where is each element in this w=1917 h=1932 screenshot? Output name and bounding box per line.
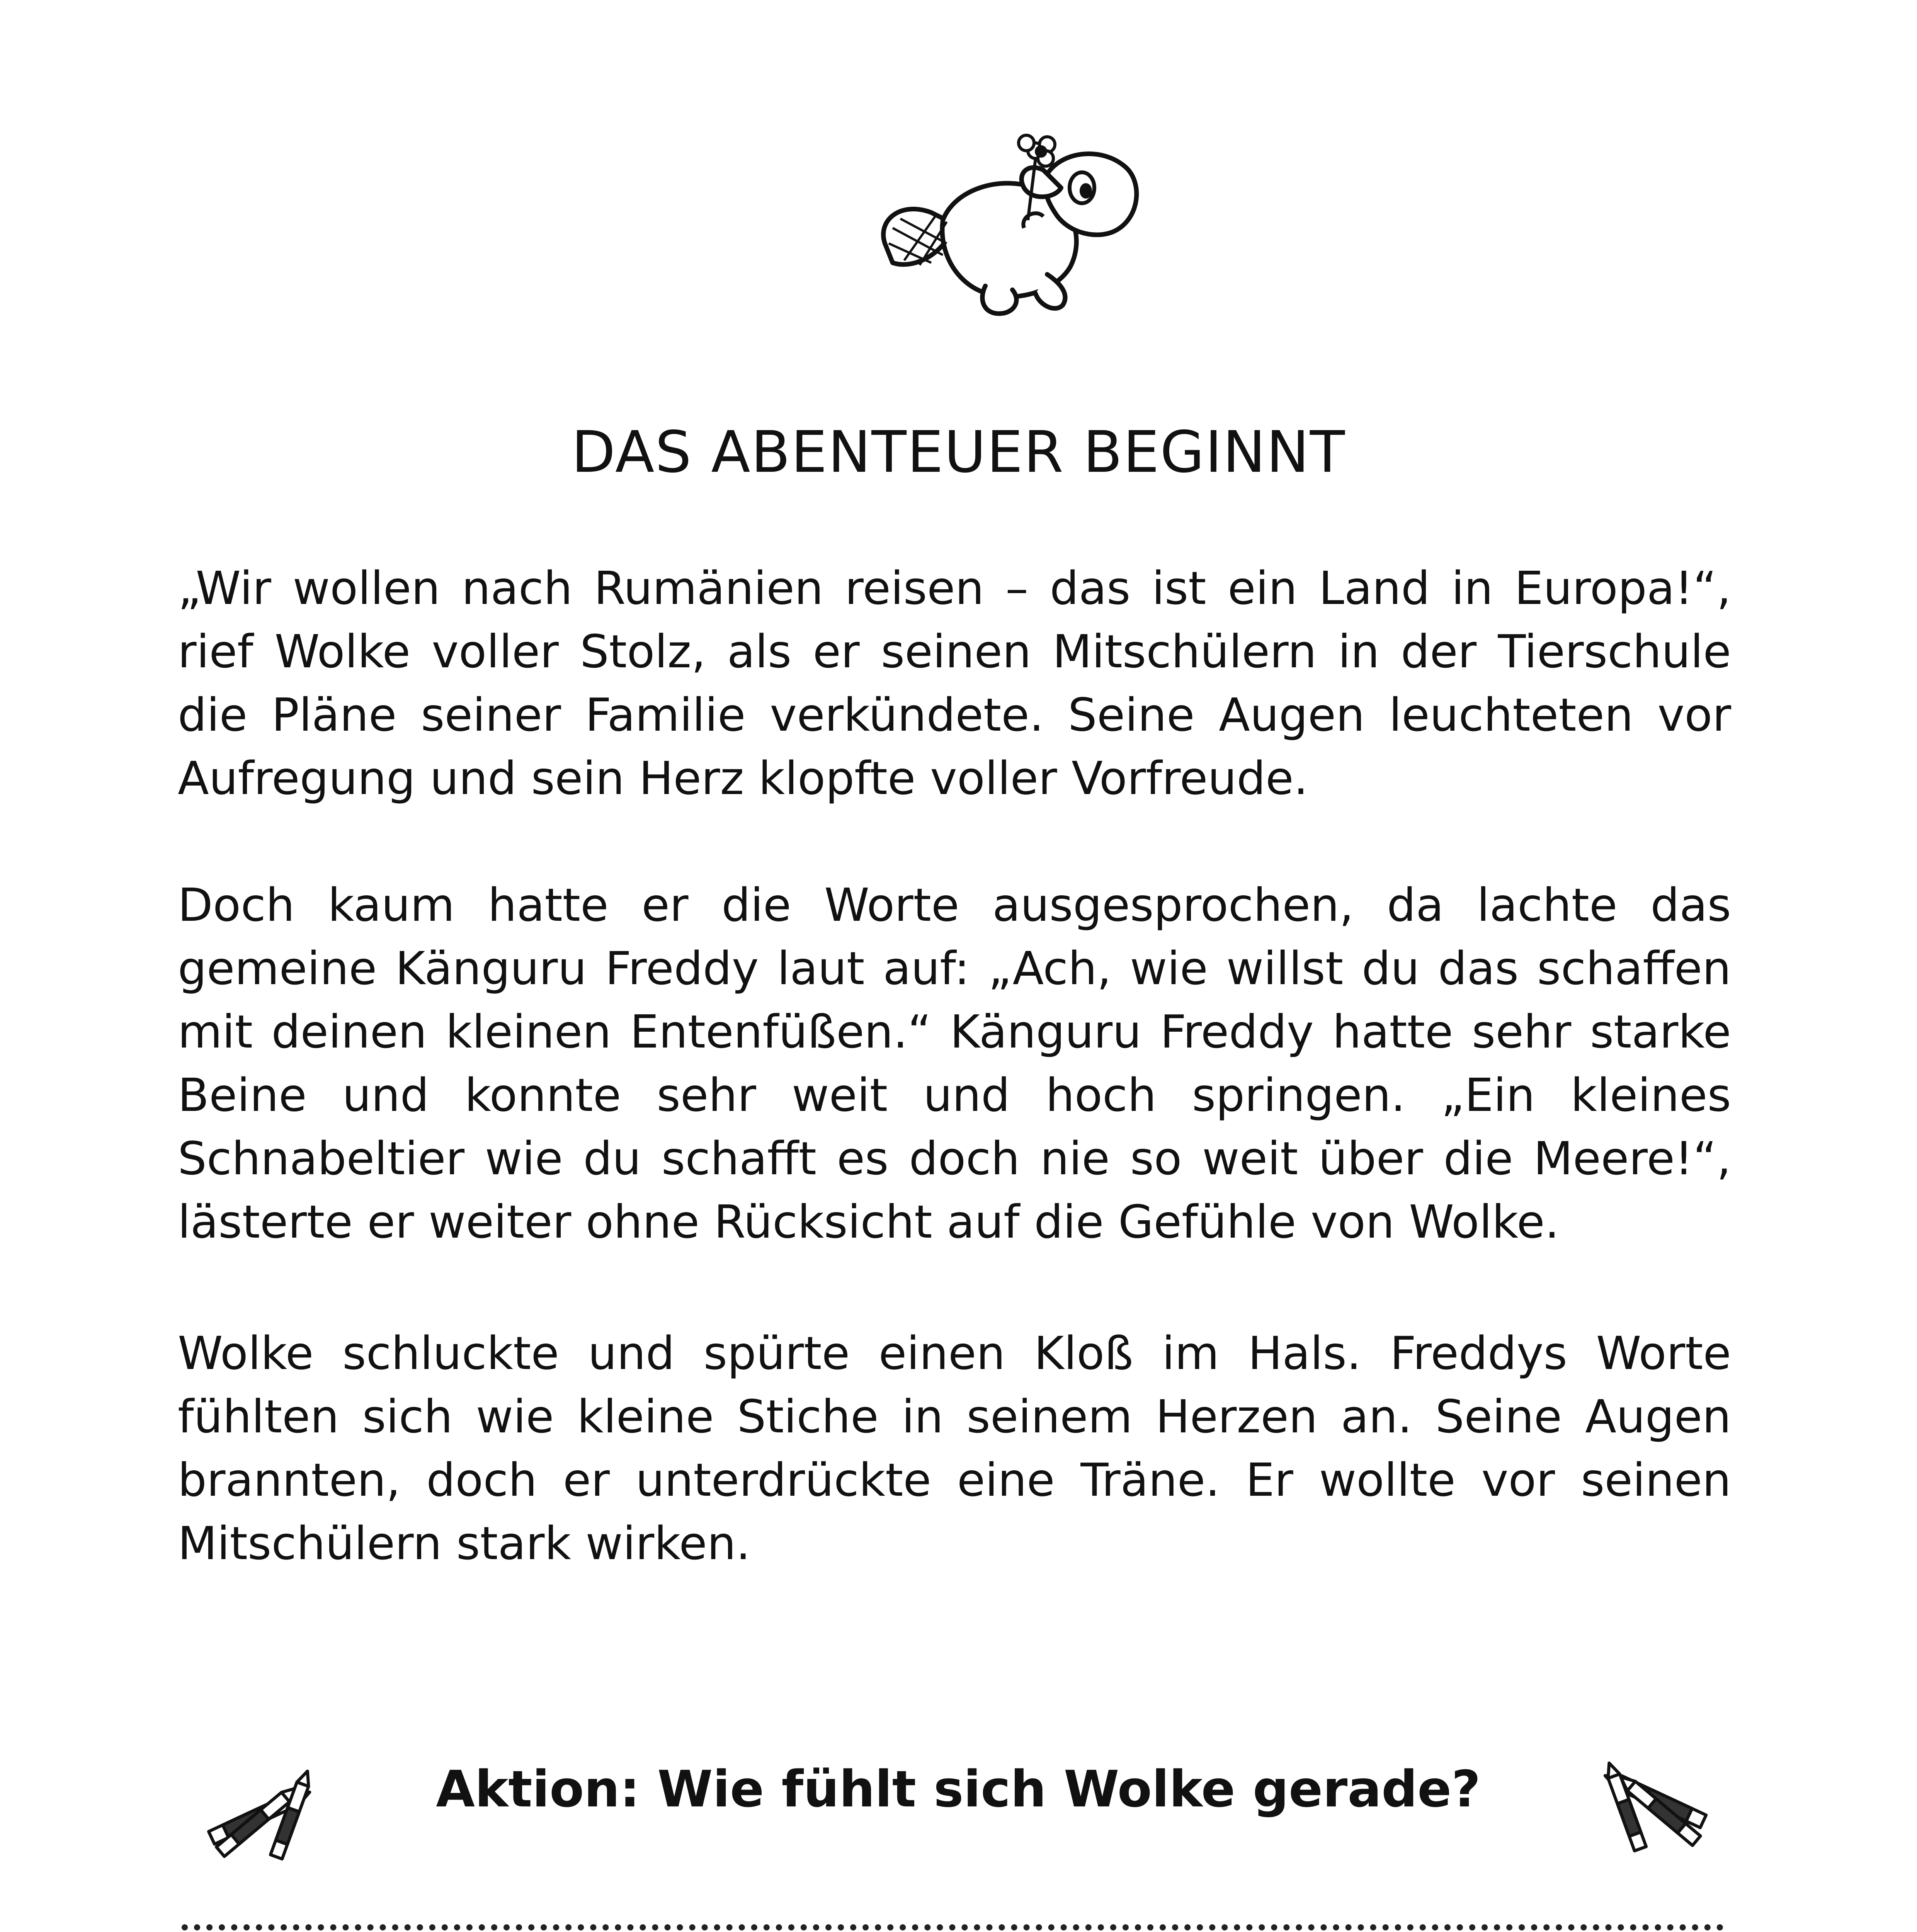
page-title: DAS ABENTEUER BEGINNT	[571, 419, 1346, 485]
story-paragraph: Wolke schluckte und spürte einen Kloß im Hals. Freddys Worte fühlten sich wie kleine Stiche in seinem Herzen an. Seine Augen brannten, doch er unterdrückte eine Träne. Er wollte vor seinen Mitschülern stark wirken.	[178, 1327, 1731, 1570]
story-paragraph: Doch kaum hatte er die Worte ausgesprochen, da lachte das gemeine Känguru Freddy laut auf: „Ach, wie willst du das schaffen mit deinen kleinen Entenfüßen.“ Känguru Freddy hatte sehr starke Beine und konnte sehr weit und hoch springen. „Ein kleines Schnabeltier wie du schafft es doch nie so weit über die Meere!“, lästerte er weiter ohne Rücksicht auf die Gefühle von Wolke.	[178, 878, 1731, 1248]
action-heading: Aktion: Wie fühlt sich Wolke gerade?	[436, 1760, 1481, 1818]
crayons-icon	[193, 1762, 332, 1862]
story-paragraph: „Wir wollen nach Rumänien reisen – das ist ein Land in Europa!“, rief Wolke voller Stolz, als er seinen Mitschülern in der Tierschule die Pläne seiner Familie verkündete. Seine Augen leuchteten vor Aufregung und sein Herz klopfte voller Vorfreude.	[178, 561, 1731, 805]
platypus-cartoon-icon	[869, 128, 1163, 328]
answer-line[interactable]	[182, 1924, 1723, 1930]
answer-lines[interactable]	[182, 1924, 1723, 1932]
crayons-icon	[1577, 1754, 1716, 1859]
